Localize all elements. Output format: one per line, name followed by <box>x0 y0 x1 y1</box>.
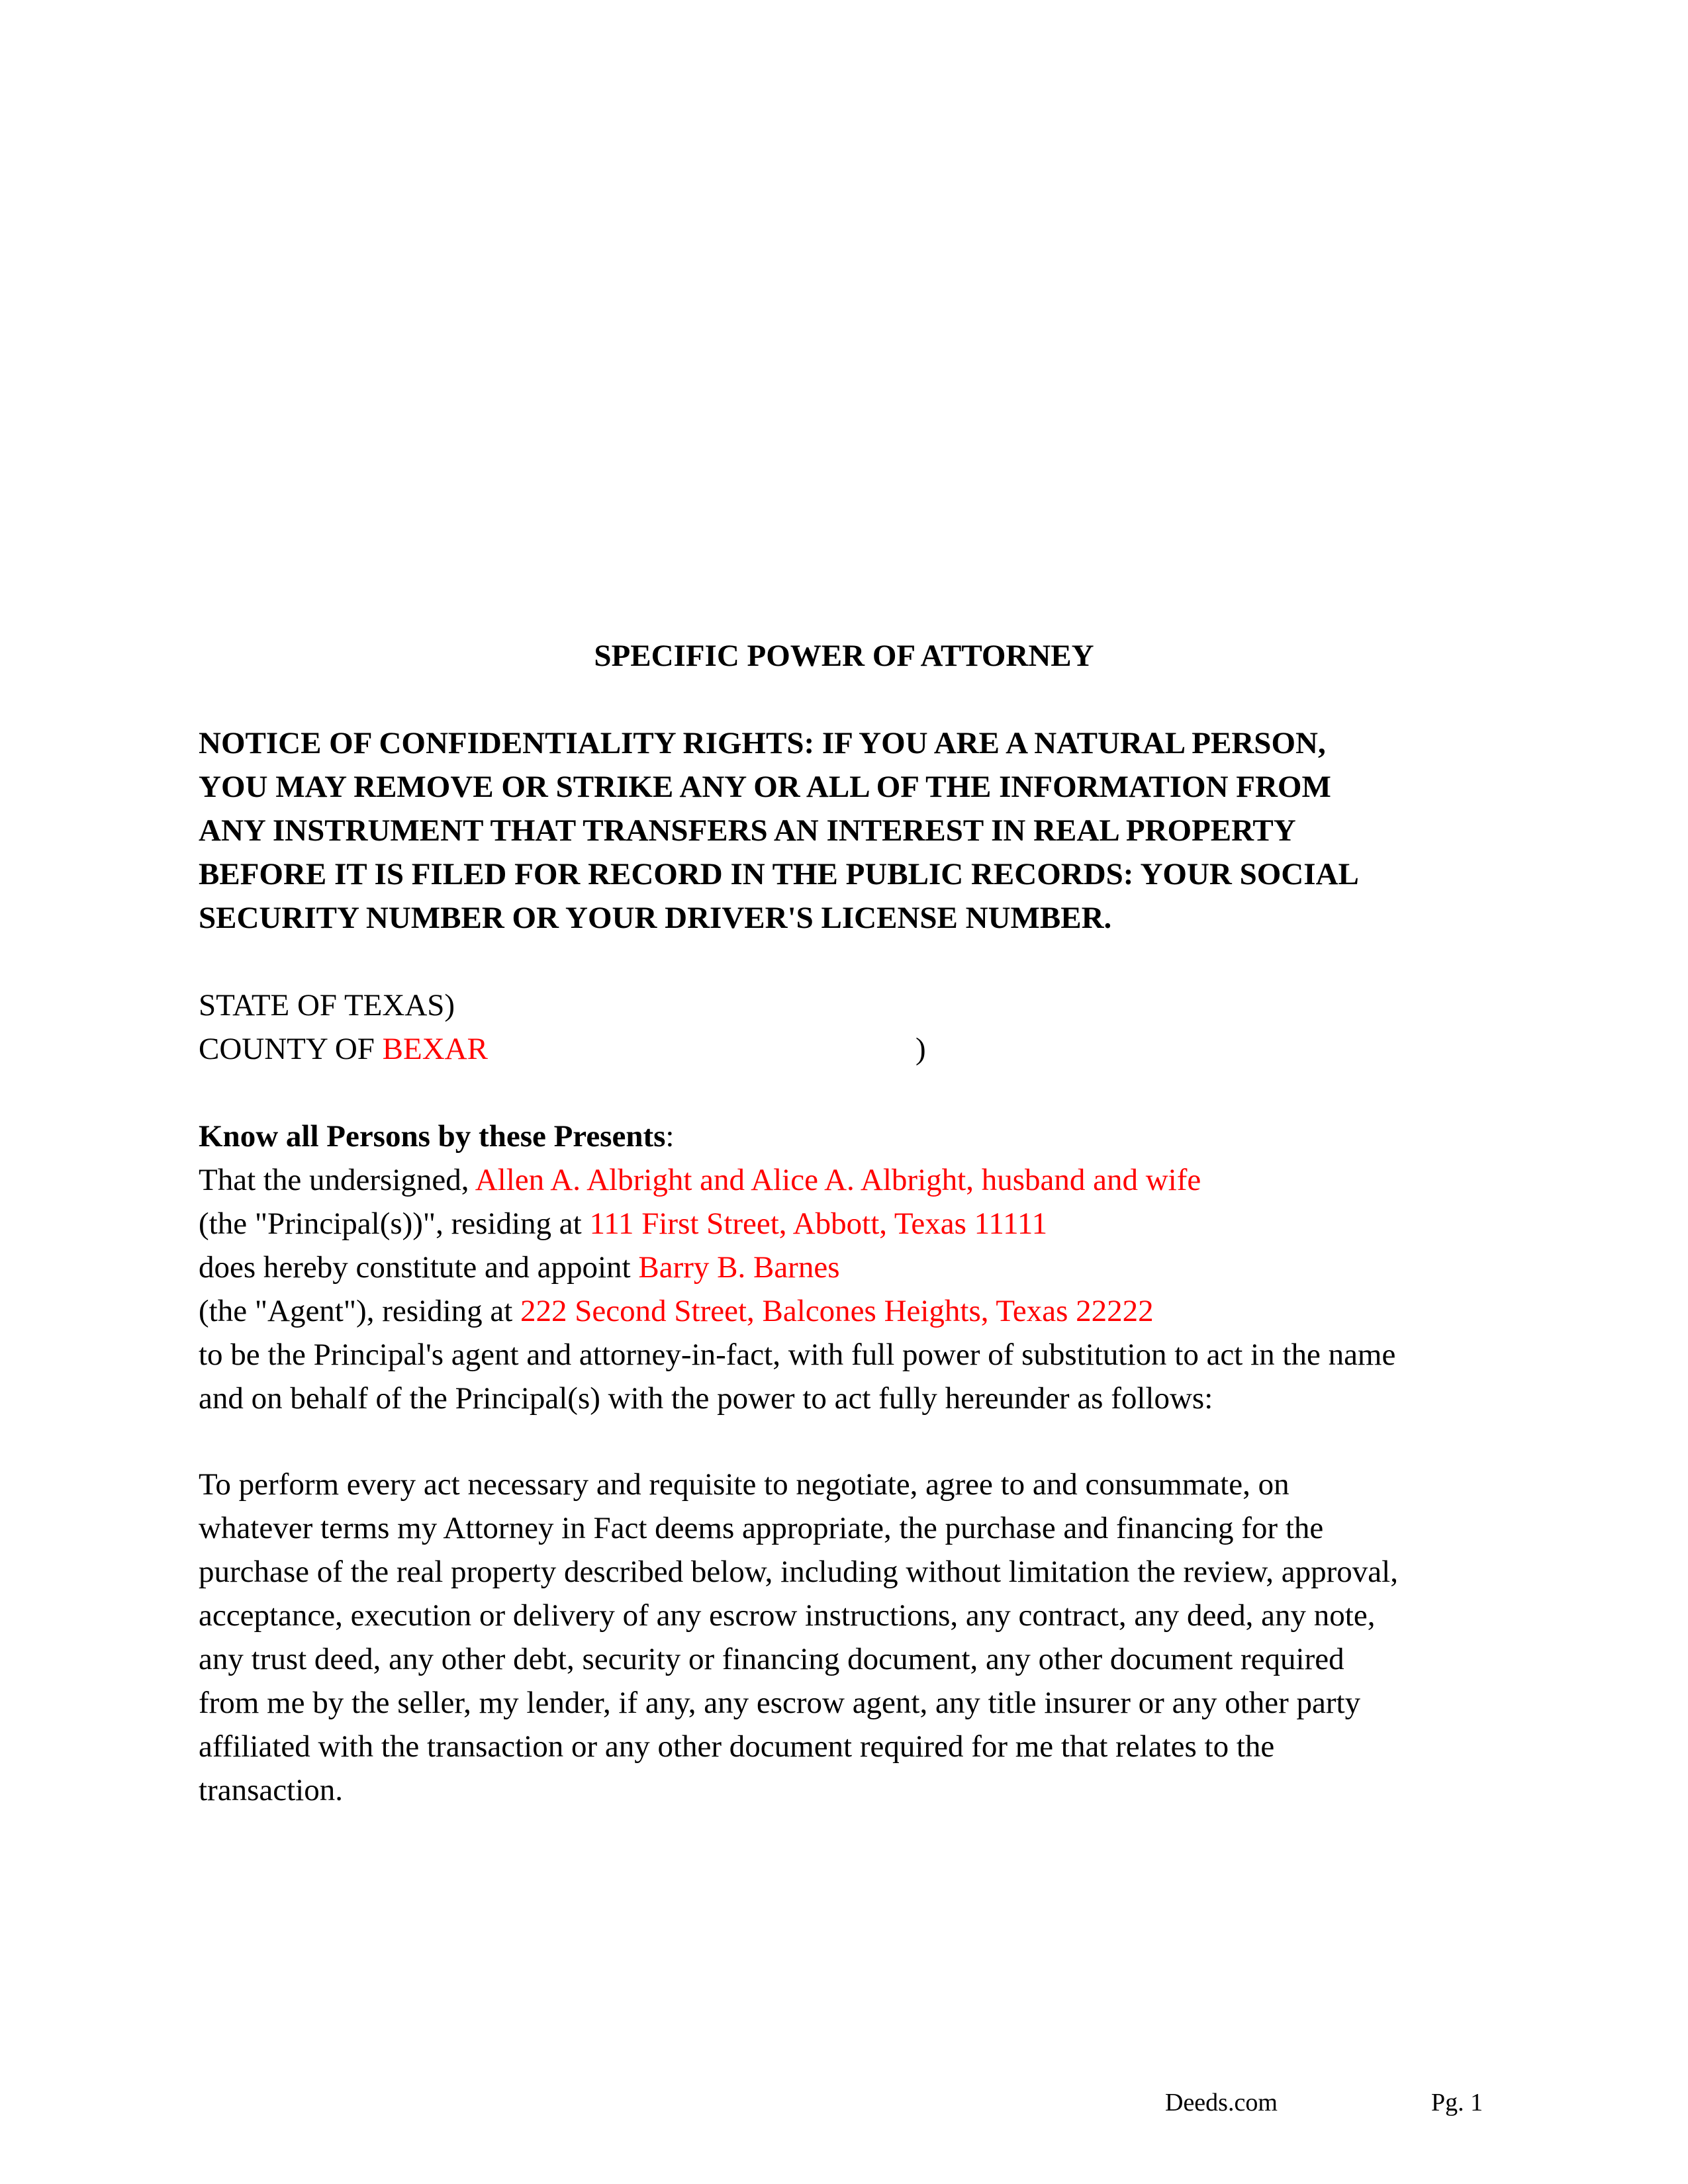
agent-prefix: (the "Agent"), residing at <box>199 1294 521 1328</box>
undersigned-line <box>199 1158 1509 1202</box>
agent-text-line: and on behalf of the Principal(s) with the power to act fully hereunder as follows: <box>199 1381 1213 1416</box>
appoint-line <box>199 1246 1509 1289</box>
paragraph-line: affiliated with the transaction or any other document required for me that relates to the <box>199 1729 1275 1764</box>
county-line <box>199 1027 1509 1071</box>
paragraph-line: from me by the seller, my lender, if any, any escrow agent, any title insurer or any other party <box>199 1686 1361 1720</box>
paragraph-line: To perform every act necessary and requisite to negotiate, agree to and consummate, on <box>199 1467 1289 1502</box>
state-line: STATE OF TEXAS) <box>199 988 455 1023</box>
appoint-prefix: does hereby constitute and appoint <box>199 1250 639 1285</box>
notice-line: SECURITY NUMBER OR YOUR DRIVER'S LICENSE NUMBER. <box>199 901 1112 935</box>
notice-line: YOU MAY REMOVE OR STRIKE ANY OR ALL OF THE INFORMATION FROM <box>199 770 1331 804</box>
document-title: SPECIFIC POWER OF ATTORNEY <box>594 639 1094 673</box>
agent-text-line: to be the Principal's agent and attorney-in-fact, with full power of substitution to act in the name <box>199 1338 1396 1372</box>
paragraph-line: acceptance, execution or delivery of any escrow instructions, any contract, any deed, any note, <box>199 1598 1376 1633</box>
footer-page-number: Pg. 1 <box>1431 2089 1483 2116</box>
confidentiality-notice <box>199 721 1496 940</box>
venue-block <box>199 983 1509 1071</box>
appointment-block <box>199 1115 1509 1420</box>
notice-line: ANY INSTRUMENT THAT TRANSFERS AN INTEREST IN REAL PROPERTY <box>199 813 1296 848</box>
footer-site: Deeds.com <box>1165 2089 1278 2116</box>
principal-line <box>199 1202 1509 1246</box>
know-heading: Know all Persons by these Presents <box>199 1119 666 1154</box>
notice-line: NOTICE OF CONFIDENTIALITY RIGHTS: IF YOU ARE A NATURAL PERSON, <box>199 726 1326 760</box>
county-name: BEXAR <box>382 1032 488 1066</box>
county-prefix: COUNTY OF <box>199 1032 383 1066</box>
agent-address: 222 Second Street, Balcones Heights, Texas 22222 <box>520 1294 1154 1328</box>
paragraph-line: any trust deed, any other debt, security or financing document, any other document required <box>199 1642 1344 1676</box>
county-paren: ) <box>915 1032 926 1066</box>
agent-line <box>199 1289 1509 1333</box>
undersigned-prefix: That the undersigned, <box>199 1163 475 1197</box>
paragraph-line: whatever terms my Attorney in Fact deems appropriate, the purchase and financing for the <box>199 1511 1324 1545</box>
agent-name: Barry B. Barnes <box>638 1250 840 1285</box>
paragraph-line: purchase of the real property described below, including without limitation the review, approval, <box>199 1555 1398 1589</box>
paragraph-line: transaction. <box>199 1773 343 1807</box>
principal-prefix: (the "Principal(s))", residing at <box>199 1206 590 1241</box>
know-heading-line <box>199 1115 1509 1158</box>
know-colon: : <box>665 1119 675 1154</box>
notice-line: BEFORE IT IS FILED FOR RECORD IN THE PUBLIC RECORDS: YOUR SOCIAL <box>199 857 1359 891</box>
powers-paragraph <box>199 1463 1509 1812</box>
principal-names: Allen A. Albright and Alice A. Albright, husband and wife <box>475 1163 1201 1197</box>
principal-address: 111 First Street, Abbott, Texas 11111 <box>589 1206 1048 1241</box>
